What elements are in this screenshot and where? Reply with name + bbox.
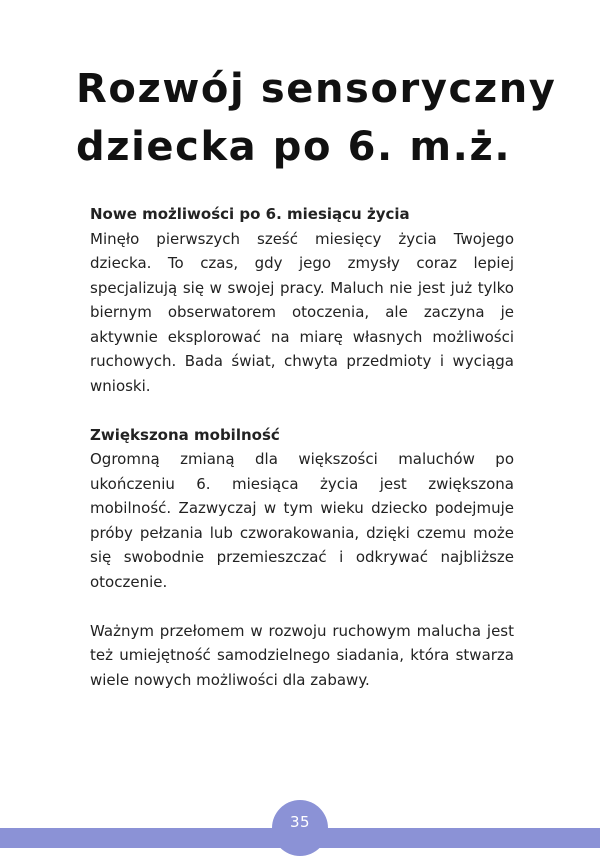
page-number: 35 [289,813,311,831]
section-paragraph: Minęło pierwszych sześć miesięcy życia Twojego dziecka. To czas, gdy jego zmysły coraz lepiej specjalizują się w swojej pracy. Maluch nie jest już tylko biernym obserwatorem otoczenia, ale zaczyna je aktywnie eksplorować na miarę własnych możliwości ruchowych. Bada świat, chwyta przedmioty i wyciąga wnioski. [90,229,514,395]
section-mobility [90,423,514,693]
page-title-line-1: Rozwój sensoryczny [76,66,557,112]
section-paragraph-2: Ważnym przełomem w rozwoju ruchowym malucha jest też umiejętność samodzielnego siadania, która stwarza wiele nowych możliwości dla zabawy. [90,621,514,689]
section-heading: Nowe możliwości po 6. miesiącu życia [90,205,410,223]
article-body [90,202,514,692]
page-title-line-2: dziecka po 6. m.ż. [76,124,512,170]
section-paragraph: Ogromną zmianą dla większości maluchów po ukończeniu 6. miesiąca życia jest zwiększona mobilność. Zazwyczaj w tym wieku dziecko podejmuje próby pełzania lub czworakowania, dzięki czemu może się swobodnie przemieszczać i odkrywać najbliższe otoczenie. [90,450,514,591]
section-heading: Zwiększona mobilność [90,425,280,444]
section-new-possibilities [90,202,514,398]
page-title [76,60,557,176]
